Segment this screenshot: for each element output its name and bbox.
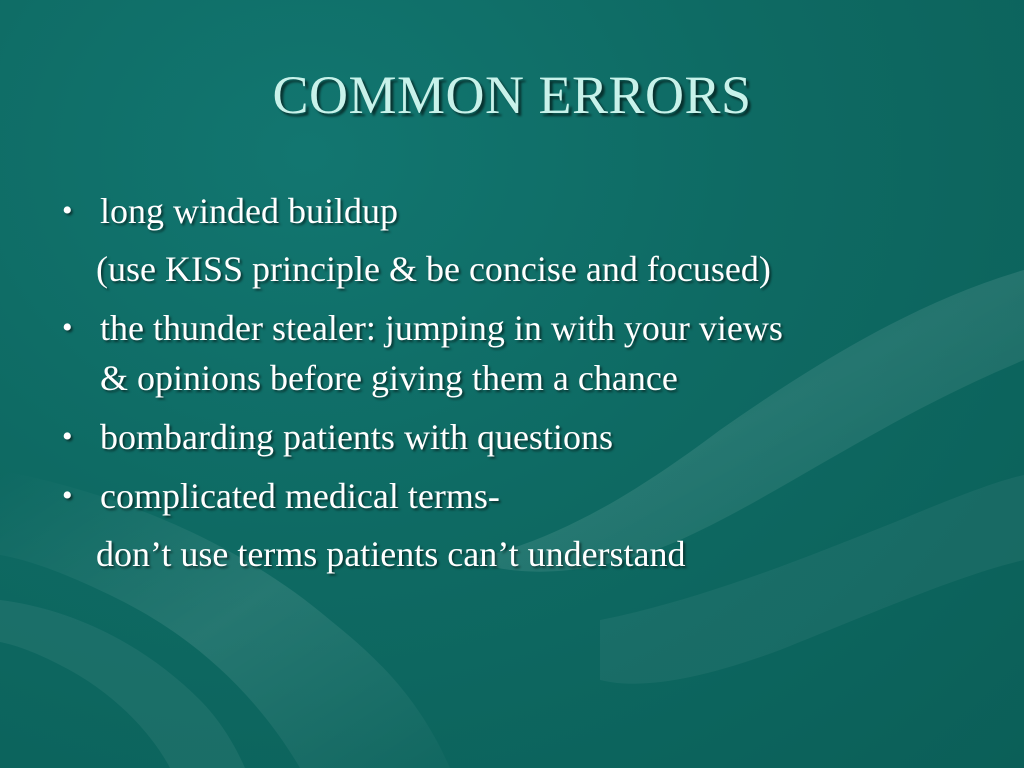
list-item: [58, 186, 968, 236]
bullet-dot-icon: •: [62, 194, 73, 227]
list-item-text: bombarding patients with questions: [100, 417, 613, 457]
list-item-text-continued: & opinions before giving them a chance: [100, 358, 678, 398]
list-item-text: the thunder stealer: jumping in with your views: [100, 308, 783, 348]
list-item-text: complicated medical terms-: [100, 476, 500, 516]
list-item: [58, 303, 968, 403]
bullet-dot-icon: •: [62, 311, 73, 344]
list-item-note: [58, 244, 968, 294]
list-item: [58, 471, 968, 521]
list-item-note-text: (use KISS principle & be concise and focused): [96, 249, 771, 289]
bullet-dot-icon: •: [62, 479, 73, 512]
slide-title: COMMON ERRORS: [272, 65, 752, 125]
bullet-dot-icon: •: [62, 420, 73, 453]
list-item-note: [58, 529, 968, 579]
list-item: [58, 412, 968, 462]
list-item-text: long winded buildup: [100, 191, 398, 231]
bullet-list: [58, 186, 968, 588]
list-item-note-text: don’t use terms patients can’t understand: [96, 534, 686, 574]
